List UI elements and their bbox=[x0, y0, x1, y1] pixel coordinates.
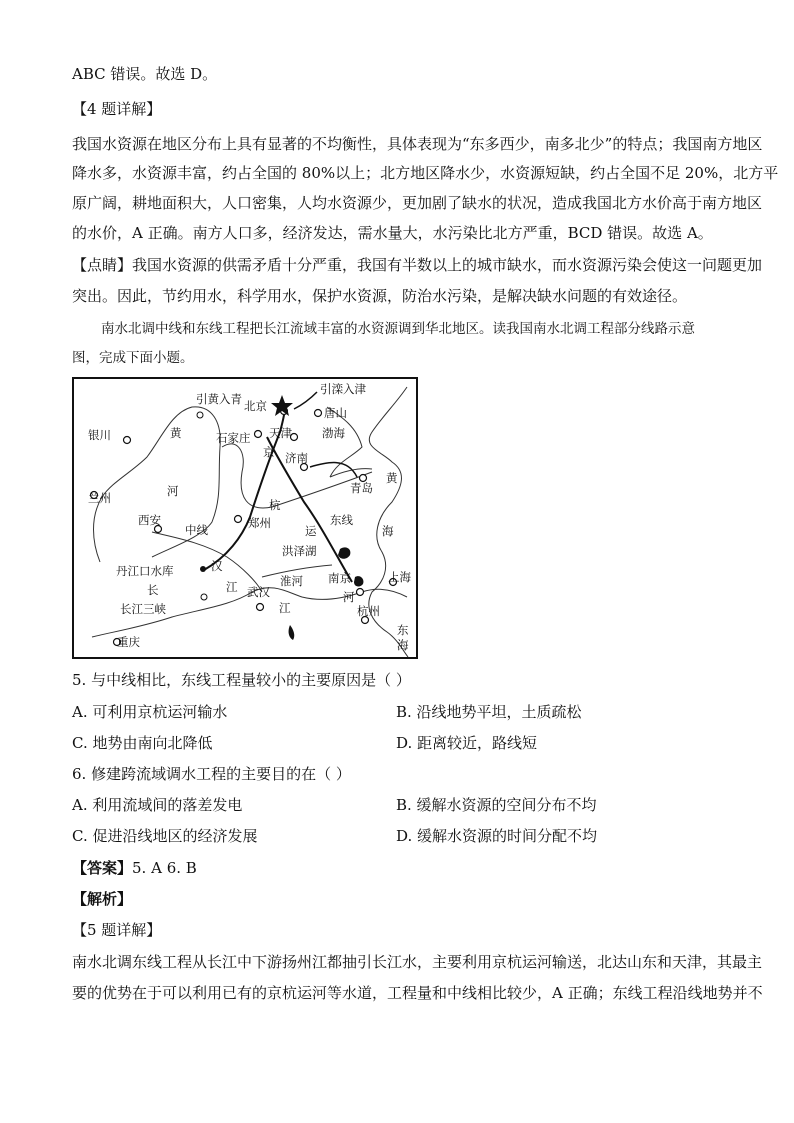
label-huaihe: 淮河 bbox=[280, 574, 303, 588]
label-chongqing: 重庆 bbox=[117, 635, 140, 649]
answer-line bbox=[72, 858, 197, 878]
q5-option-a[interactable]: A. 可利用京杭运河输水 bbox=[72, 703, 228, 721]
label-xian: 西安 bbox=[138, 513, 161, 527]
label-beijing: 北京 bbox=[244, 399, 267, 413]
label-qingdao: 青岛 bbox=[350, 481, 373, 495]
label-zhengzhou: 郑州 bbox=[248, 516, 271, 530]
label-yinluan: 引滦入津 bbox=[320, 382, 366, 396]
q5-option-d[interactable]: D. 距离较近，路线短 bbox=[396, 734, 538, 752]
label-yinhuang: 引黄入青 bbox=[196, 392, 242, 406]
dam-danjiangkou-icon bbox=[200, 566, 206, 572]
city-nanjing bbox=[357, 589, 364, 596]
label-dongxian: 东线 bbox=[330, 513, 353, 527]
label-donghai: 海 bbox=[397, 638, 409, 652]
label-yinchuan: 银川 bbox=[88, 428, 111, 442]
label-zhongxian: 中线 bbox=[185, 523, 208, 537]
label-jinan: 济南 bbox=[285, 451, 308, 465]
city-yinchuan bbox=[124, 437, 131, 444]
label-bohai: 渤海 bbox=[322, 426, 345, 440]
answer-text: 5. A 6. B bbox=[132, 859, 197, 877]
label-lanzhou: 兰州 bbox=[88, 491, 111, 505]
south-north-water-diversion-map bbox=[72, 377, 418, 659]
label-he2: 河 bbox=[343, 590, 355, 604]
q5-option-c[interactable]: C. 地势由南向北降低 bbox=[72, 734, 213, 752]
city-wuhan bbox=[257, 604, 264, 611]
label-hangzhou: 杭州 bbox=[357, 604, 380, 618]
line-abc: ABC 错误。故选 D。 bbox=[72, 65, 218, 83]
label-sanxia: 长江三峡 bbox=[120, 602, 166, 616]
q5-option-b[interactable]: B. 沿线地势平坦，土质疏松 bbox=[396, 703, 582, 721]
city-tangshan bbox=[315, 410, 322, 417]
label-huanghai: 黄 bbox=[386, 471, 398, 485]
label-yun: 运 bbox=[305, 524, 317, 538]
heading-q5-detail: 【5 题详解】 bbox=[72, 921, 162, 939]
analysis-heading: 【解析】 bbox=[72, 890, 133, 908]
label-tangshan: 唐山 bbox=[324, 406, 347, 420]
label-jiang1: 江 bbox=[226, 580, 238, 594]
city-zhengzhou bbox=[235, 516, 242, 523]
label-chang: 长 bbox=[147, 583, 159, 597]
label-dong: 东 bbox=[397, 623, 409, 637]
heading-q4-detail: 【4 题详解】 bbox=[72, 100, 162, 118]
label-shanghai: 上海 bbox=[388, 570, 411, 584]
q6-option-c[interactable]: C. 促进沿线地区的经济发展 bbox=[72, 827, 258, 845]
label-tianjin: 天津 bbox=[269, 426, 292, 440]
q6-option-a[interactable]: A. 利用流域间的落差发电 bbox=[72, 796, 243, 814]
dam-yinhuang-icon bbox=[197, 412, 203, 418]
label-nanjing: 南京 bbox=[328, 571, 351, 585]
answer-label: 【答案】 bbox=[72, 859, 133, 877]
label-hongze: 洪泽湖 bbox=[282, 544, 317, 558]
q6-option-d[interactable]: D. 缓解水资源的时间分配不均 bbox=[396, 827, 598, 845]
label-jiang2: 江 bbox=[279, 601, 291, 615]
label-danjiang: 丹江口水库 bbox=[116, 564, 174, 578]
label-jing: 京 bbox=[263, 445, 275, 459]
city-shijiazhuang bbox=[255, 431, 262, 438]
dam-sanxia-icon bbox=[201, 594, 207, 600]
label-hai: 海 bbox=[382, 524, 394, 538]
q6-option-b[interactable]: B. 缓解水资源的空间分布不均 bbox=[396, 796, 597, 814]
label-hang: 杭 bbox=[269, 498, 281, 512]
label-huang1: 黄 bbox=[170, 426, 182, 440]
label-han: 汉 bbox=[211, 559, 223, 573]
label-wuhan: 武汉 bbox=[247, 585, 270, 599]
label-shijiazhuang: 石家庄 bbox=[216, 431, 251, 445]
label-he1: 河 bbox=[167, 484, 179, 498]
